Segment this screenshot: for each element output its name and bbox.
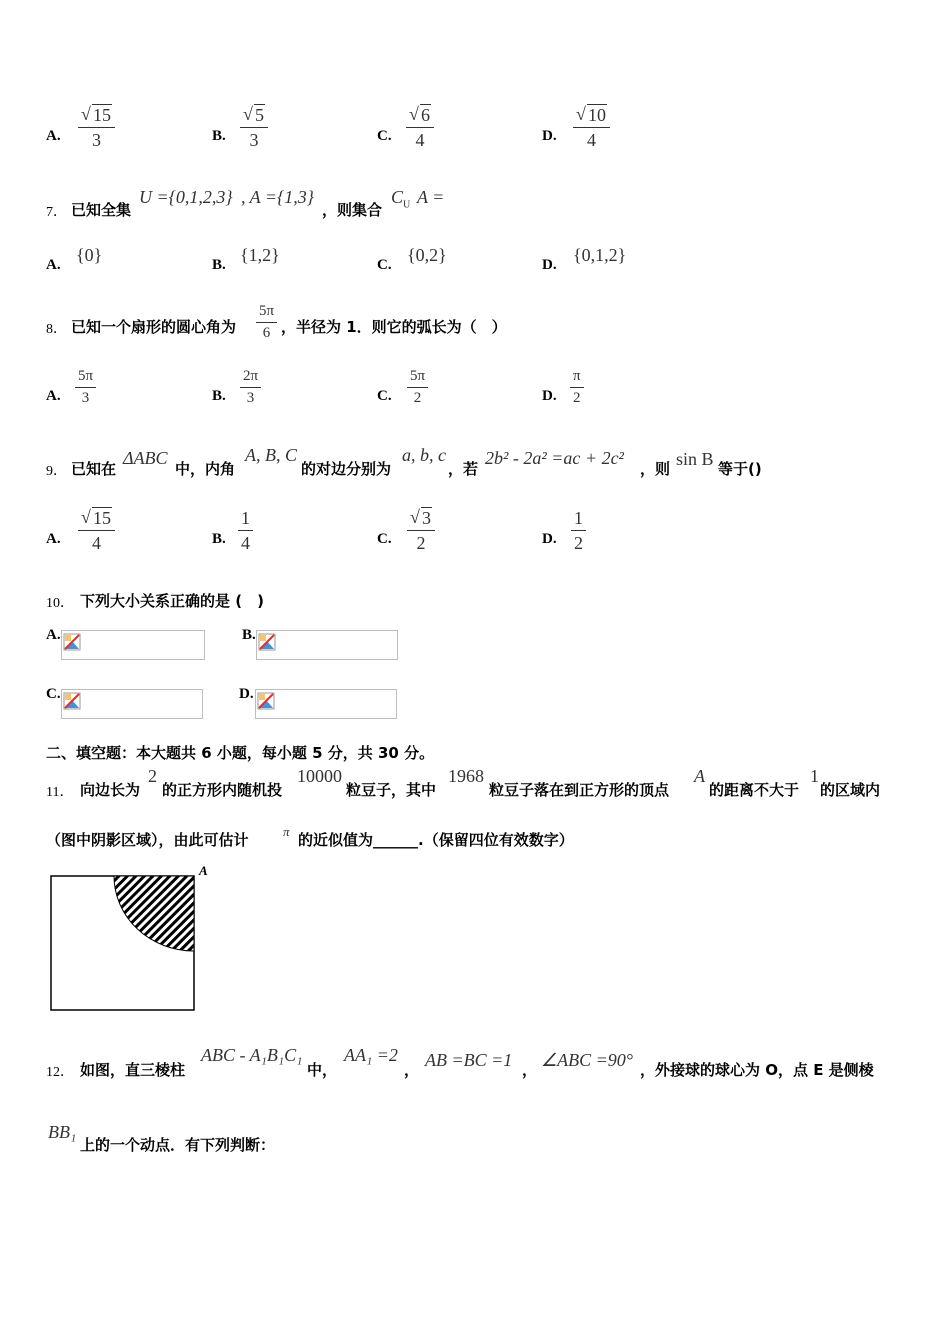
q8-option-a-label: A. (46, 388, 61, 404)
q9-option-c-value: √ 3 2 (407, 507, 435, 554)
q7-math-complement: $C_U$ (391, 187, 411, 211)
q11-math-pi: π (283, 824, 290, 839)
broken-image-icon (258, 633, 276, 651)
q9-option-b-value: 1 4 (238, 507, 253, 554)
q9-option-d-value: 1 2 (571, 507, 586, 554)
q9-math-triangle: ΔABC (123, 448, 168, 468)
q11-math-side: 2 (148, 766, 157, 786)
q10-text: 下列大小关系正确的是 ( ) (80, 592, 264, 610)
q8-option-b-label: B. (212, 388, 226, 404)
broken-image-icon (63, 633, 81, 651)
q11-line2-text-a: （图中阴影区域），由此可估计 (46, 831, 249, 849)
q10-option-c-image (61, 689, 203, 719)
q6-option-b-label: B. (212, 128, 226, 144)
q11-math-total: 10000 (297, 766, 342, 786)
q9-option-c-label: C. (377, 531, 392, 547)
q11-square-figure (46, 862, 216, 1014)
q6-option-b-value: √ 5 3 (240, 104, 268, 151)
broken-image-icon (63, 692, 81, 710)
q12-number: 12． (46, 1065, 74, 1080)
q8-option-b-value: 2π 3 (240, 367, 261, 408)
q11-text-4: 粒豆子落在到正方形的顶点 (489, 781, 670, 799)
q9-option-b-label: B. (212, 531, 226, 547)
q8-option-a-value: 5π 3 (75, 367, 96, 408)
q6-option-c-value: √ 6 4 (406, 104, 434, 151)
q7-number: 7． (46, 205, 67, 220)
q6-option-c-label: C. (377, 128, 392, 144)
q7-option-b-label: B. (212, 257, 226, 273)
q12-math-angle: ∠ABC =90° (541, 1050, 633, 1070)
q8-text-2: ，半径为 1．则它的弧长为（ ） (281, 318, 507, 336)
q11-math-radius: 1 (810, 766, 819, 786)
q9-option-a-label: A. (46, 531, 61, 547)
q6-option-a-value: √ 15 3 (78, 104, 115, 151)
q12-math-ab-bc: AB =BC =1 (425, 1050, 513, 1070)
q10-option-a-image (61, 630, 205, 660)
q12-text-4: ， (522, 1061, 538, 1079)
q9-text-5: ，则 (640, 460, 671, 478)
q6-option-d-value: √ 10 4 (573, 104, 610, 151)
q12-text-6: 上的一个动点．有下列判断： (80, 1136, 276, 1154)
q11-text-1: 向边长为 (80, 781, 141, 799)
q10-option-d-image (255, 689, 397, 719)
q9-option-d-label: D. (542, 531, 557, 547)
q9-math-sinb: sin B (676, 449, 714, 469)
q8-number: 8． (46, 322, 67, 337)
q8-text-1: 已知一个扇形的圆心角为 (71, 318, 237, 336)
q7-option-a-label: A. (46, 257, 61, 273)
q6-option-d-label: D. (542, 128, 557, 144)
q6-option-a-label: A. (46, 128, 61, 144)
q7-option-c-label: C. (377, 257, 392, 273)
q11-figure-label-a: A (199, 863, 208, 878)
q10-option-b-image (256, 630, 398, 660)
q9-option-a-value: √ 15 4 (78, 507, 115, 554)
section-2-heading: 二、填空题：本大题共 6 小题，每小题 5 分，共 30 分。 (46, 744, 435, 762)
q10-number: 10． (46, 596, 74, 611)
q7-math-universe: U ={0,1,2,3} (139, 187, 233, 207)
broken-image-icon (257, 692, 275, 710)
q7-option-d-value: {0,1,2} (573, 245, 627, 265)
q9-text-3: 的对边分别为 (301, 460, 392, 478)
q7-option-d-label: D. (542, 257, 557, 273)
q9-text-1: 已知在 (71, 460, 117, 478)
q8-option-c-label: C. (377, 388, 392, 404)
q9-number: 9． (46, 464, 67, 479)
q7-option-b-value: {1,2} (240, 245, 280, 265)
q10-option-c-label: C. (46, 686, 61, 702)
q10-option-d-label: D. (239, 686, 254, 702)
q7-text-2: ，则集合 (322, 201, 383, 219)
q11-text-5: 的距离不大于 (709, 781, 800, 799)
q8-option-c-value: 5π 2 (407, 367, 428, 408)
q7-math-set-a: , A ={1,3} (241, 187, 314, 207)
q9-math-angles: A, B, C (245, 445, 297, 465)
q8-option-d-value: π 2 (570, 367, 584, 408)
q8-angle-fraction: 5π 6 (256, 302, 277, 343)
q7-option-a-value: {0} (76, 245, 103, 265)
q12-math-bb1: BB₁ (48, 1122, 77, 1142)
q12-text-5: ，外接球的球心为 O，点 E 是侧棱 (640, 1061, 874, 1079)
q9-text-2: 中，内角 (175, 460, 236, 478)
q11-text-6: 的区域内 (820, 781, 881, 799)
q7-math-a-eq: A = (417, 187, 445, 207)
q12-math-aa1: AA₁ =2 (344, 1045, 398, 1065)
q9-math-equation: 2b² - 2a² =ac + 2c² (485, 448, 624, 468)
q10-option-a-label: A. (46, 627, 61, 643)
q12-text-2: 中， (307, 1061, 338, 1079)
q9-math-sides: a, b, c (402, 445, 446, 465)
q11-math-count: 1968 (448, 766, 484, 786)
q8-option-d-label: D. (542, 388, 557, 404)
q9-text-4: ，若 (448, 460, 479, 478)
q11-number: 11． (46, 785, 74, 800)
q12-text-1: 如图，直三棱柱 (80, 1061, 186, 1079)
q11-line2-text-b: 的近似值为______.（保留四位有效数字） (298, 831, 574, 849)
q11-text-2: 的正方形内随机投 (162, 781, 283, 799)
q9-text-6: 等于() (718, 460, 762, 478)
q7-text-1: 已知全集 (71, 201, 132, 219)
q7-option-c-value: {0,2} (407, 245, 447, 265)
q12-text-3: ， (404, 1061, 420, 1079)
q11-text-3: 粒豆子，其中 (346, 781, 437, 799)
q11-math-vertex: A (694, 766, 705, 786)
q12-math-prism: ABC - A₁B₁C₁ (201, 1045, 303, 1065)
q10-option-b-label: B. (242, 627, 256, 643)
